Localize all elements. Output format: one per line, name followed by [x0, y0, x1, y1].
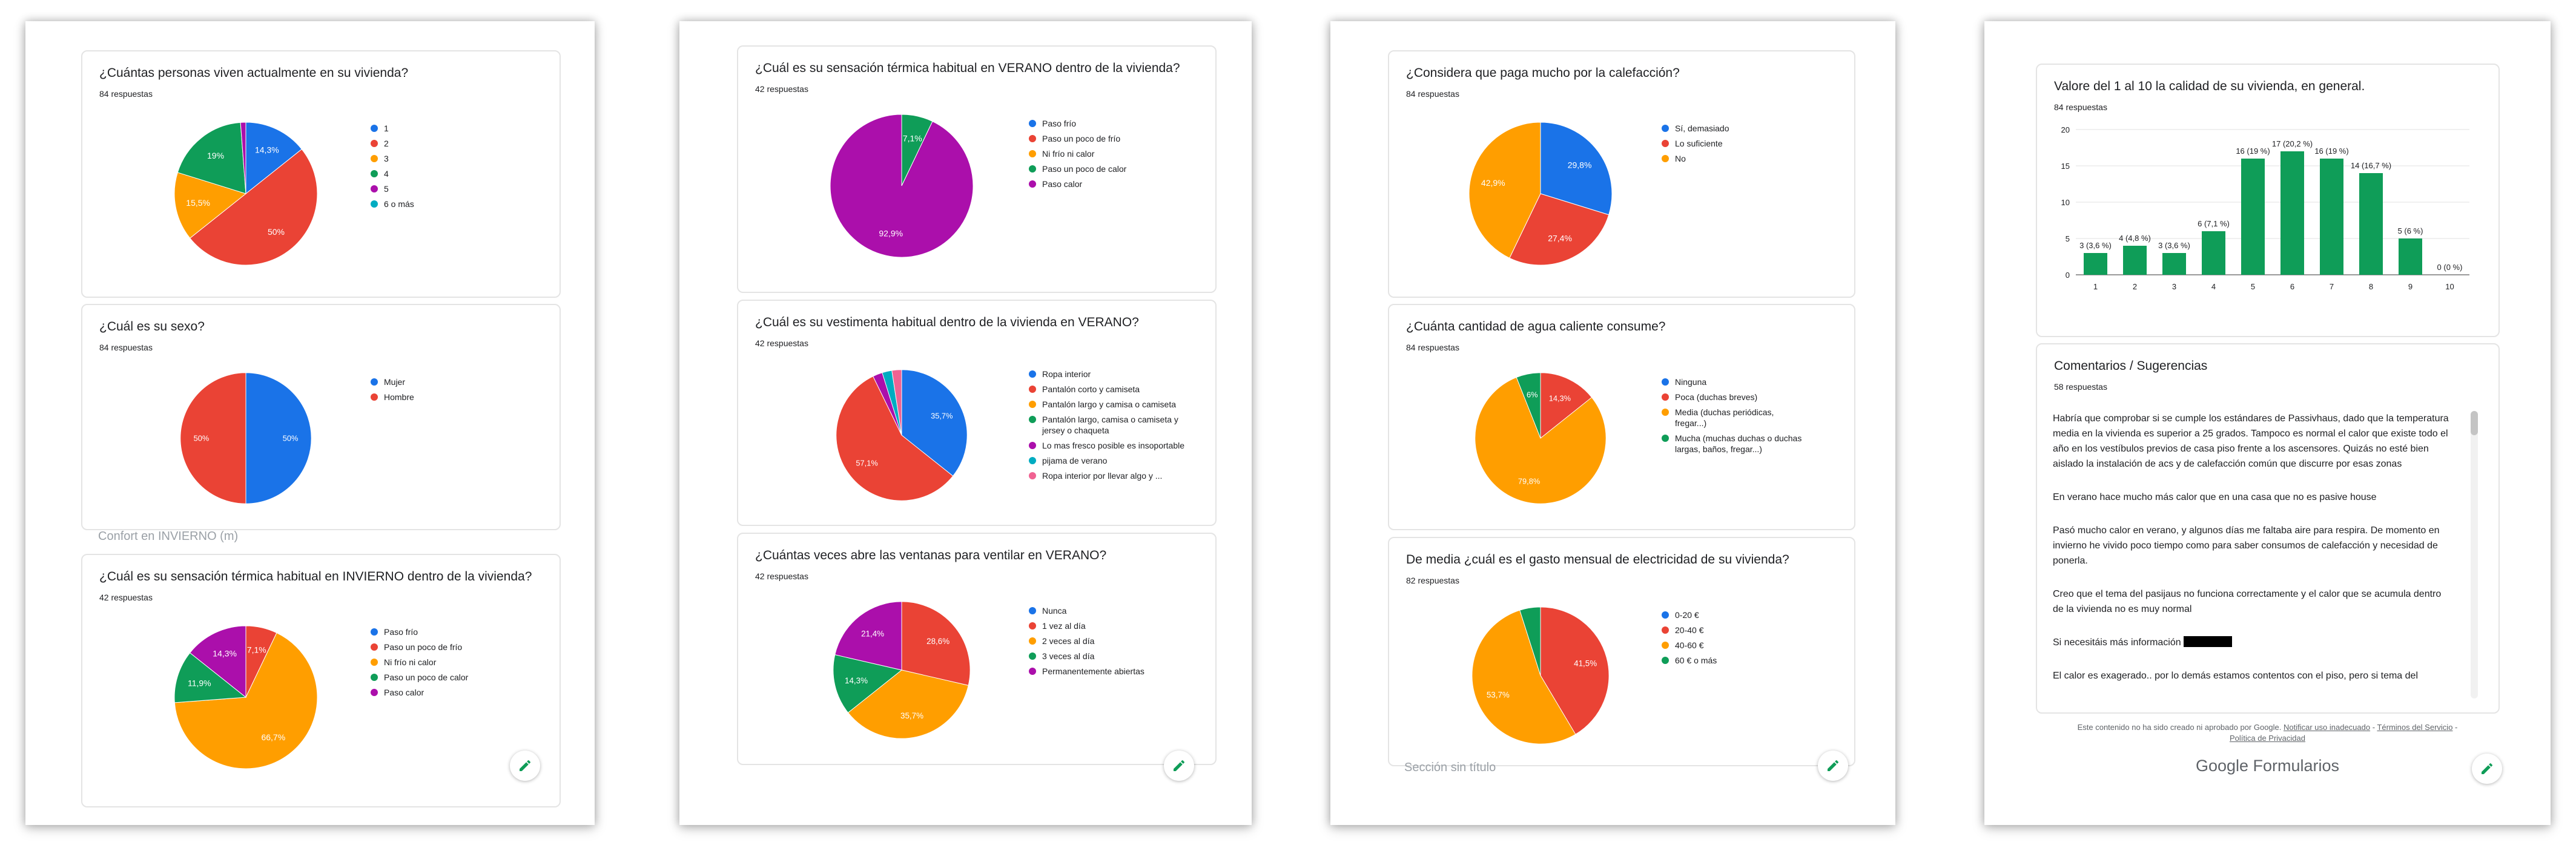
pie-slice-label: 29,8% [1567, 160, 1592, 170]
legend-item [371, 672, 468, 683]
bar-value-label: 14 (16,7 %) [2350, 161, 2392, 170]
chart-legend [1029, 605, 1144, 681]
pie-slice-label: 28,6% [926, 636, 950, 646]
legend-label: 5 [384, 184, 389, 194]
separator: - [2452, 723, 2458, 732]
legend-swatch [371, 393, 378, 401]
legend-swatch [1029, 135, 1036, 142]
comment-text: Si necesitáis más información [2053, 637, 2181, 648]
chart-legend [1662, 376, 1807, 459]
legend-label: Ninguna [1675, 377, 1707, 387]
legend-swatch [1029, 637, 1036, 645]
x-tick-label: 5 [2250, 282, 2256, 291]
legend-item [1029, 148, 1126, 159]
bar [2084, 253, 2107, 275]
terms-link[interactable]: Términos del Servicio [2377, 723, 2453, 732]
legend-label: No [1675, 154, 1686, 163]
pie-slice-label: 21,4% [861, 629, 885, 639]
legend-item [371, 626, 468, 637]
x-tick-label: 6 [2290, 282, 2295, 291]
legend-item [1029, 179, 1126, 189]
bar-value-label: 4 (4,8 %) [2119, 234, 2151, 243]
legend-item [1662, 433, 1807, 455]
legend-swatch [1029, 165, 1036, 173]
legend-label: Paso frío [1042, 119, 1077, 128]
section-title: Sección sin título [1404, 761, 1496, 774]
form-page-1 [25, 21, 595, 825]
legend-item [371, 642, 468, 652]
legend-label: 3 veces al día [1042, 651, 1095, 661]
legend-item [371, 657, 468, 668]
legend-label: Ropa interior por llevar algo y ... [1042, 471, 1163, 481]
edit-fab-button[interactable] [1164, 751, 1194, 781]
pie-slice-label: 14,3% [254, 145, 279, 155]
legend-swatch [371, 674, 378, 681]
legend-swatch [371, 200, 378, 208]
legend-item [1662, 138, 1729, 149]
legend-item [1029, 605, 1144, 616]
legend-swatch [1029, 416, 1036, 423]
pie-slice-label: 35,7% [900, 711, 924, 720]
legend-item [371, 183, 414, 194]
legend-item [371, 199, 414, 209]
legend-item [1029, 636, 1144, 646]
comments-scrollbar[interactable] [2471, 411, 2478, 698]
legend-label: 40-60 € [1675, 640, 1704, 650]
x-tick-label: 10 [2445, 282, 2454, 291]
legend-label: Mujer [384, 377, 406, 387]
legend-swatch [1662, 642, 1669, 649]
question-card-summer-clothing [737, 300, 1217, 526]
legend-item [371, 123, 414, 134]
legend-item [1662, 625, 1717, 636]
bar-value-label: 5 (6 %) [2397, 226, 2423, 235]
pie-slice-label: 6% [1526, 390, 1538, 399]
bar [2202, 231, 2225, 275]
legend-label: 4 [384, 169, 389, 179]
response-count: 42 respuestas [755, 571, 808, 581]
question-title: ¿Considera que paga mucho por la calefacción? [1406, 66, 1680, 80]
response-count: 58 respuestas [2054, 382, 2107, 392]
legend-swatch [371, 659, 378, 666]
comment-item: Habría que comprobar si se cumple los estándares de Passivhaus, dado que la temperatura media en la vivienda es superior a 25 grados. Tampoco es normal el calor que existe todo el año en los vestíbulos previos de casa piso frente a los ascensores. Quizás no esté bien aislado la instalación de acs y de calefacción común que discurre por esas zonas [2053, 413, 2449, 469]
chart-legend [371, 626, 468, 702]
y-tick-label: 10 [2061, 198, 2070, 207]
legend-label: Mucha (muchas duchas o duchas largas, baños, fregar...) [1675, 433, 1802, 454]
legend-label: Pantalón largo y camisa o camiseta [1042, 399, 1176, 409]
separator: - [2370, 723, 2377, 732]
pie-slice-label: 7,1% [902, 133, 922, 143]
x-tick-label: 2 [2132, 282, 2138, 291]
response-count: 82 respuestas [1406, 576, 1459, 585]
legend-label: Pantalón largo, camisa o camiseta y jersey o chaqueta [1042, 415, 1178, 435]
bar [2320, 159, 2343, 275]
section-title: Confort en INVIERNO (m) [98, 530, 239, 543]
bar-value-label: 6 (7,1 %) [2198, 219, 2230, 228]
response-count: 84 respuestas [99, 343, 153, 352]
legend-swatch [1029, 457, 1036, 464]
bar-value-label: 3 (3,6 %) [2079, 241, 2112, 250]
bar [2241, 159, 2265, 275]
question-title: ¿Cuántas personas viven actualmente en su vivienda? [99, 66, 409, 80]
question-title: ¿Cuál es su sensación térmica habitual en INVIERNO dentro de la vivienda? [99, 570, 532, 583]
bar-value-label: 3 (3,6 %) [2158, 241, 2190, 250]
response-count: 42 respuestas [755, 338, 808, 348]
pie-chart-heating-cost [1468, 121, 1613, 266]
comment-item: Creo que el tema del pasijaus no funciona correctamente y el calor que se acumula dentro de la vivienda no es muy normal [2053, 589, 2442, 614]
question-title: ¿Cuál es su vestimenta habitual dentro de la vivienda en VERANO? [755, 315, 1139, 329]
legend-item [1029, 440, 1192, 451]
response-count: 84 respuestas [2054, 102, 2107, 112]
legend-swatch [1662, 393, 1669, 401]
legend-item [1029, 118, 1126, 129]
x-tick-label: 4 [2211, 282, 2216, 291]
legend-label: 20-40 € [1675, 625, 1704, 635]
pie-slice-label: 57,1% [856, 458, 878, 468]
legend-item [1662, 376, 1807, 387]
pie-chart-window-ventilation [832, 600, 971, 740]
chart-legend [1029, 118, 1126, 194]
question-title: ¿Cuál es su sensación térmica habitual en VERANO dentro de la vivienda? [755, 61, 1180, 75]
legend-label: Ni frío ni calor [1042, 149, 1095, 159]
pie-slice-label: 41,5% [1574, 659, 1597, 668]
pie-slice [180, 373, 246, 504]
legend-label: Paso calor [384, 688, 424, 697]
legend-item [1662, 655, 1717, 666]
legend-label: Ropa interior [1042, 369, 1091, 379]
edit-fab-button[interactable] [1818, 751, 1848, 781]
legend-item [1662, 610, 1717, 620]
question-title: Valore del 1 al 10 la calidad de su vivienda, en general. [2054, 79, 2365, 93]
legend-label: Paso calor [1042, 179, 1083, 189]
question-title: Comentarios / Sugerencias [2054, 359, 2208, 373]
legend-item [371, 153, 414, 164]
question-card-winter-sensation [81, 554, 561, 807]
legend-swatch [1029, 622, 1036, 629]
chart-legend [371, 123, 414, 214]
legend-label: 0-20 € [1675, 610, 1699, 620]
legend-label: Hombre [384, 392, 414, 402]
x-tick-label: 8 [2368, 282, 2374, 291]
report-abuse-link[interactable]: Notificar uso inadecuado [2284, 723, 2371, 732]
legend-item [1029, 384, 1192, 395]
legend-item [1029, 666, 1144, 677]
comments-list[interactable] [2053, 411, 2452, 695]
legend-item [1029, 163, 1126, 174]
response-count: 84 respuestas [99, 89, 153, 99]
legend-label: 6 o más [384, 199, 414, 209]
pie-slice-label: 14,3% [845, 675, 868, 685]
y-tick-label: 0 [2065, 271, 2070, 280]
question-card-sex [81, 304, 561, 530]
legend-swatch [1029, 652, 1036, 660]
bar [2359, 173, 2383, 275]
legend-swatch [1029, 401, 1036, 408]
legend-swatch [371, 689, 378, 696]
legend-swatch [1029, 370, 1036, 378]
footer-disclaimer [1984, 722, 2551, 744]
question-card-electricity-cost [1388, 537, 1855, 766]
y-tick-label: 5 [2065, 234, 2070, 243]
legend-swatch [371, 170, 378, 177]
question-card-heating-cost [1388, 50, 1855, 298]
google-forms-logo[interactable]: Google Formularios [2195, 757, 2340, 775]
legend-label: 3 [384, 154, 389, 163]
legend-item [1029, 651, 1144, 662]
pie-slice-label: 53,7% [1486, 690, 1510, 700]
legend-swatch [1029, 120, 1036, 127]
question-card-quality-rating [2036, 64, 2500, 337]
legend-swatch [1029, 607, 1036, 614]
pie-slice-label: 15,5% [186, 197, 210, 208]
form-page-4 [1984, 21, 2551, 825]
pie-slice-label: 42,9% [1481, 178, 1505, 188]
question-card-hot-water [1388, 304, 1855, 530]
pie-chart-household [173, 121, 319, 266]
pencil-icon [2480, 761, 2494, 776]
legend-item [1029, 470, 1192, 481]
legend-label: Poca (duchas breves) [1675, 392, 1758, 402]
legend-item [1662, 407, 1807, 429]
edit-fab-button[interactable] [2472, 754, 2502, 784]
y-tick-label: 20 [2061, 125, 2070, 134]
legend-label: Permanentemente abiertas [1042, 666, 1144, 676]
pie-chart-hot-water [1474, 372, 1607, 505]
form-page-2 [679, 21, 1252, 825]
scrollbar-thumb[interactable] [2471, 411, 2478, 435]
response-count: 84 respuestas [1406, 343, 1459, 352]
legend-item [371, 138, 414, 149]
bar-value-label: 17 (20,2 %) [2271, 139, 2313, 148]
bar-chart-quality-rating [2049, 122, 2485, 304]
legend-label: Pantalón corto y camiseta [1042, 384, 1140, 394]
legend-item [1662, 392, 1807, 403]
legend-item [1662, 153, 1729, 164]
legend-item [1029, 455, 1192, 466]
question-card-summer-sensation [737, 45, 1217, 293]
legend-swatch [1662, 611, 1669, 619]
legend-swatch [371, 140, 378, 147]
legend-item [371, 392, 414, 403]
legend-label: Nunca [1042, 606, 1067, 616]
chart-legend [1662, 123, 1729, 168]
redaction-block [2184, 636, 2232, 647]
question-card-window-ventilation [737, 533, 1217, 765]
question-title: ¿Cuántas veces abre las ventanas para ventilar en VERANO? [755, 548, 1107, 562]
disclaimer-text: Este contenido no ha sido creado ni aprobado por Google. [2077, 723, 2282, 732]
comment-item [2053, 635, 2452, 650]
legend-label: Lo mas fresco posible es insoportable [1042, 441, 1185, 450]
bar [2399, 238, 2422, 275]
legend-swatch [1662, 409, 1669, 416]
pie-slice-label: 11,9% [187, 678, 211, 688]
legend-swatch [1662, 657, 1669, 664]
pie-slice-label: 92,9% [879, 228, 903, 238]
question-title: ¿Cuál es su sexo? [99, 320, 205, 334]
pencil-icon [1172, 758, 1186, 773]
legend-label: 2 veces al día [1042, 636, 1095, 646]
legend-label: Sí, demasiado [1675, 123, 1729, 133]
legend-swatch [371, 185, 378, 192]
legend-swatch [371, 125, 378, 132]
pencil-icon [1826, 758, 1840, 773]
legend-label: Media (duchas periódicas, fregar...) [1675, 407, 1774, 428]
bar-value-label: 16 (19 %) [2314, 146, 2349, 156]
legend-label: Paso un poco de calor [384, 672, 469, 682]
legend-label: 60 € o más [1675, 656, 1717, 665]
pie-slice-label: 50% [282, 433, 299, 443]
pie-slice-label: 35,7% [931, 411, 953, 421]
pencil-icon [518, 758, 532, 773]
legend-item [1029, 399, 1192, 410]
x-tick-label: 9 [2408, 282, 2413, 291]
legend-swatch [1662, 155, 1669, 162]
pie-slice-label: 50% [267, 226, 285, 237]
pie-slice-label: 19% [207, 151, 225, 161]
pie-slice-label: 14,3% [1548, 393, 1571, 403]
chart-legend [371, 376, 414, 407]
question-title: ¿Cuánta cantidad de agua caliente consume? [1406, 320, 1666, 334]
x-tick-label: 1 [2093, 282, 2098, 291]
pie-chart-summer-clothing [835, 369, 968, 502]
question-card-household [81, 50, 561, 298]
bar [2162, 253, 2186, 275]
legend-swatch [1029, 668, 1036, 675]
legend-label: Paso frío [384, 627, 418, 637]
x-tick-label: 7 [2329, 282, 2334, 291]
pie-chart-winter-sensation [173, 625, 319, 770]
legend-swatch [371, 643, 378, 651]
legend-swatch [1029, 386, 1036, 393]
bar-value-label: 0 (0 %) [2437, 263, 2463, 272]
privacy-link[interactable]: Política de Privacidad [2229, 734, 2305, 743]
question-title: De media ¿cuál es el gasto mensual de electricidad de su vivienda? [1406, 553, 1789, 567]
legend-swatch [1029, 150, 1036, 157]
form-page-3 [1330, 21, 1895, 825]
legend-label: Paso un poco de frío [1042, 134, 1121, 143]
edit-fab-button[interactable] [510, 751, 540, 781]
legend-label: 1 [384, 123, 389, 133]
legend-item [1662, 640, 1717, 651]
bar-value-label: 16 (19 %) [2236, 146, 2270, 156]
legend-item [1662, 123, 1729, 134]
legend-item [1029, 369, 1192, 380]
response-count: 84 respuestas [1406, 89, 1459, 99]
legend-label: 1 vez al día [1042, 621, 1086, 631]
legend-swatch [1029, 442, 1036, 449]
legend-item [371, 687, 468, 698]
response-count: 42 respuestas [755, 84, 808, 94]
response-count: 42 respuestas [99, 593, 153, 602]
pie-slice-label: 79,8% [1518, 476, 1541, 486]
legend-item [1029, 133, 1126, 144]
bar [2123, 246, 2147, 275]
legend-label: Lo suficiente [1675, 139, 1723, 148]
pie-slice-label: 14,3% [213, 648, 237, 659]
pie-slice-label: 7,1% [246, 645, 266, 655]
legend-label: 2 [384, 139, 389, 148]
legend-item [1029, 414, 1192, 436]
legend-label: Ni frío ni calor [384, 657, 437, 667]
legend-label: Paso un poco de calor [1042, 164, 1127, 174]
legend-swatch [1029, 472, 1036, 479]
legend-item [371, 376, 414, 387]
pie-chart-sex [179, 372, 312, 505]
comment-item: El calor es exagerado.. por lo demás estamos contentos con el piso, pero si tema del [2053, 671, 2418, 681]
chart-legend [1662, 610, 1717, 670]
pie-slice-label: 50% [193, 433, 210, 443]
pie-slice-label: 27,4% [1548, 233, 1572, 243]
legend-label: Paso un poco de frío [384, 642, 463, 652]
x-tick-label: 3 [2171, 282, 2177, 291]
legend-swatch [371, 155, 378, 162]
bar [2280, 151, 2304, 275]
legend-swatch [371, 378, 378, 386]
legend-swatch [1662, 125, 1669, 132]
comment-item: Pasó mucho calor en verano, y algunos días me faltaba aire para respira. De momento en invierno he vivido poco tiempo como para saber consumos de calefacción y necesidad de ponerla. [2053, 525, 2440, 566]
legend-swatch [1662, 435, 1669, 442]
legend-swatch [1662, 626, 1669, 634]
pie-slice [246, 373, 311, 504]
comment-item: En verano hace mucho más calor que en una casa que no es pasive house [2053, 492, 2377, 502]
pie-chart-electricity-cost [1471, 606, 1610, 745]
legend-swatch [1662, 378, 1669, 386]
question-card-comments [2036, 343, 2500, 714]
legend-swatch [1662, 140, 1669, 147]
pie-chart-summer-sensation [829, 113, 974, 258]
chart-legend [1029, 369, 1192, 485]
pie-slice-label: 66,7% [261, 732, 286, 743]
legend-item [1029, 620, 1144, 631]
legend-label: pijama de verano [1042, 456, 1108, 465]
legend-item [371, 168, 414, 179]
legend-swatch [1029, 180, 1036, 188]
legend-swatch [371, 628, 378, 636]
y-tick-label: 15 [2061, 162, 2070, 171]
